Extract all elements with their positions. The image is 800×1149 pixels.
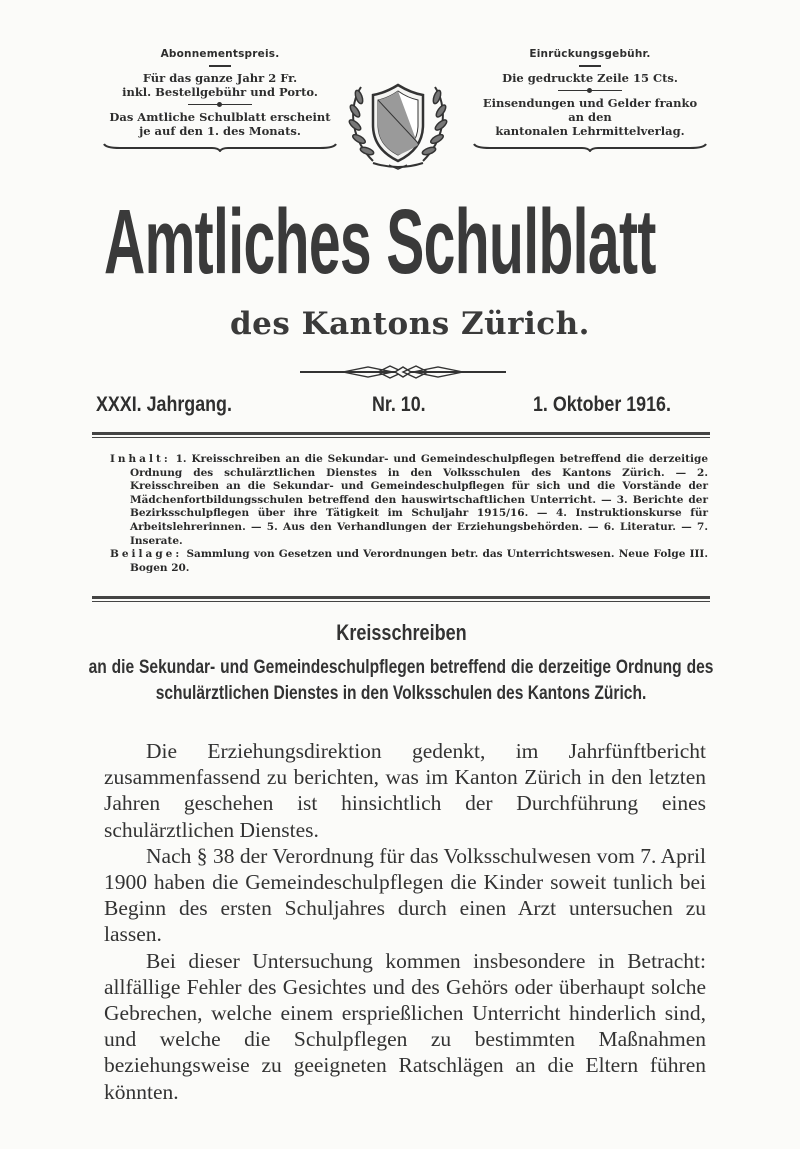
- submissions-note: Einsendungen und Gelder franko: [482, 96, 698, 110]
- subscription-price: Für das ganze Jahr 2 Fr.: [142, 71, 298, 85]
- article-title: Kreisschreiben: [335, 620, 467, 645]
- divider: [579, 65, 601, 67]
- article-subtitle: an die Sekundar- und Gemeindeschulpflegen betreffend die derzeitige Ordnung des schulärztlichen Dienstes in den Volksschulen des Kantons Zürich.: [88, 657, 714, 704]
- submissions-to: an den: [568, 110, 612, 124]
- divider: [209, 65, 231, 67]
- divider: [92, 596, 710, 603]
- supplement-entry: [110, 548, 708, 575]
- paragraph: Die Erziehungsdirektion gedenkt, im Jahrfünftbericht zusammenfassend zu berichten, was im Kanton Zürich in den letzten Jahren geschehen ist hinsichtlich der Durchführung eines schulärztlichen Dienstes.: [104, 739, 706, 842]
- divider: [92, 432, 710, 439]
- supplement-label: Beilage:: [110, 548, 183, 561]
- contents-label: Inhalt:: [110, 453, 171, 465]
- masthead-subtitle: des Kantons Zürich.: [230, 306, 590, 342]
- zurich-coat-of-arms-wreath-icon: [343, 75, 453, 175]
- supplement-text: Sammlung von Gesetzen und Verordnungen betr. das Unterrichtswesen. Neue Folge III. Bogen 20.: [130, 548, 708, 574]
- masthead-title: Amtliches Schulblatt: [104, 191, 656, 293]
- ornamental-rule: [298, 364, 508, 378]
- brace-ornament: [100, 142, 340, 152]
- advertising-info: [470, 48, 710, 152]
- article-heading: [92, 620, 710, 646]
- subscription-heading: Abonnementspreis.: [160, 48, 280, 60]
- publisher-name: kantonalen Lehrmittelverlag.: [495, 124, 685, 138]
- subscription-info: [100, 48, 340, 152]
- table-of-contents: [110, 453, 708, 575]
- line-price: Die gedruckte Zeile 15 Cts.: [502, 71, 678, 85]
- paragraph: Bei dieser Untersuchung kommen insbesondere in Betracht: allfällige Fehler des Gesichtes und des Gehörs oder überhaupt solche Gebrechen, welche einem ersprießlichen Unterricht hinderlich sind, und welche die Schulpflegen zu bestimmten Maßnahmen beziehungsweise zu geeigneten Ratschlägen an die Eltern führen könnten.: [104, 948, 706, 1104]
- ornament-divider: [558, 88, 622, 93]
- publication-schedule: je auf den 1. des Monats.: [139, 124, 301, 138]
- volume-label: XXXI. Jahrgang.: [96, 393, 232, 416]
- issue-number: Nr. 10.: [372, 393, 426, 416]
- issue-info: [96, 393, 716, 421]
- article-body: [104, 738, 706, 1105]
- brace-ornament: [470, 142, 710, 152]
- issue-date: 1. Oktober 1916.: [533, 393, 671, 416]
- contents-text: 1. Kreisschreiben an die Sekundar- und Gemeindeschulpflegen betreffend die derzeitige Ordnung des schulärztlichen Dienstes in den Volksschulen des Kantons Zürich. — 2. Kreisschreiben an die Sekundar- und Gemeindeschulpflegen für sich und die Vorstände der Mädchenfortbildungsschulen betreffend den hauswirtschaftlichen Unterricht. — 3. Berichte der Bezirksschulpflegen über ihre Tätigkeit im Schuljahr 1915/16. — 4. Instruktionskurse für Arbeitslehrerinnen. — 5. Aus den Verhandlungen der Erziehungsbehörden. — 6. Literatur. — 7. Inserate.: [130, 453, 709, 547]
- advertising-heading: Einrückungsgebühr.: [529, 48, 651, 60]
- contents-entry: [110, 453, 708, 548]
- ornament-divider: [188, 102, 252, 107]
- paragraph: Nach § 38 der Verordnung für das Volksschulwesen vom 7. April 1900 haben die Gemeindeschulpflegen die Kinder soweit tunlich bei Beginn des ersten Schuljahres durch einen Arzt untersuchen zu lassen.: [104, 843, 706, 947]
- publication-note: Das Amtliche Schulblatt erscheint: [109, 110, 331, 124]
- subscription-note: inkl. Bestellgebühr und Porto.: [122, 85, 318, 99]
